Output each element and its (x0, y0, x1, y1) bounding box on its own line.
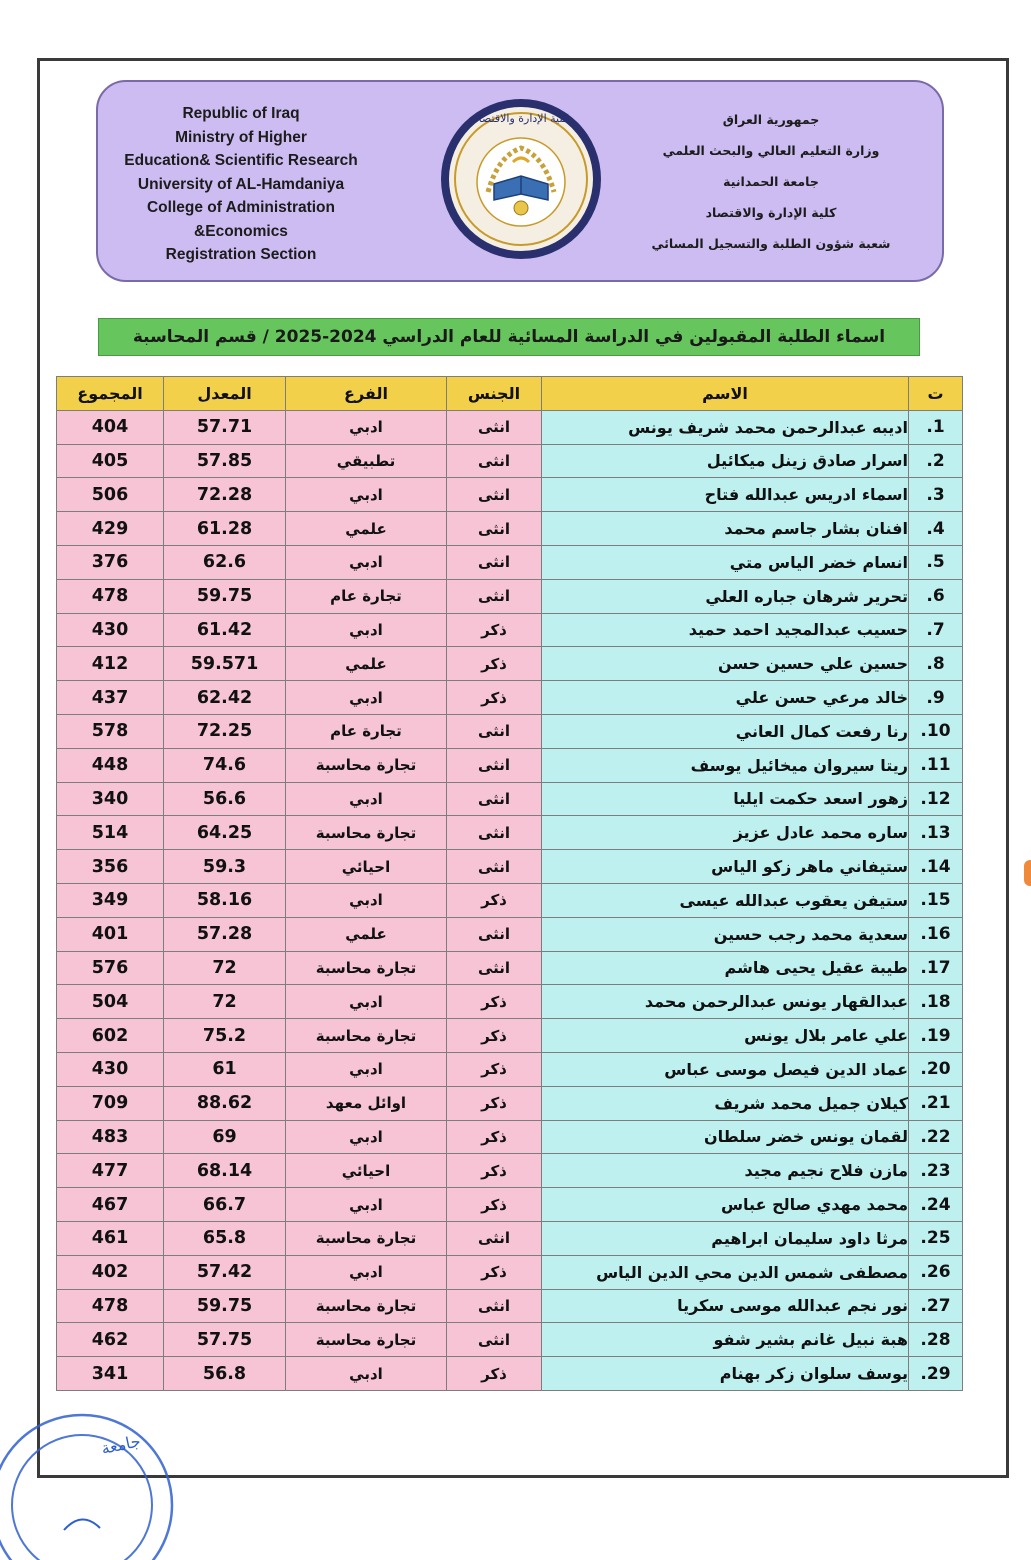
student-average: 59.75 (164, 579, 286, 613)
student-name: مازن فلاح نجيم مجيد (542, 1154, 909, 1188)
student-average: 57.71 (164, 410, 286, 444)
table-row (57, 748, 963, 782)
student-average: 65.8 (164, 1221, 286, 1255)
table-body (57, 410, 963, 1390)
header-branch: الفرع (286, 377, 447, 411)
row-number: 14. (909, 850, 963, 884)
student-gender: انثى (447, 512, 542, 546)
student-gender: ذكر (447, 985, 542, 1019)
student-total: 448 (57, 748, 164, 782)
student-gender: ذكر (447, 613, 542, 647)
table-row (57, 579, 963, 613)
university-stamp-icon (0, 1410, 202, 1560)
student-gender: ذكر (447, 1255, 542, 1289)
student-total: 401 (57, 917, 164, 951)
student-total: 430 (57, 613, 164, 647)
student-name: هبة نبيل غانم بشير شفو (542, 1323, 909, 1357)
student-total: 478 (57, 1289, 164, 1323)
english-line: College of Administration (146, 199, 335, 216)
student-branch: ادبي (286, 545, 447, 579)
student-total: 477 (57, 1154, 164, 1188)
row-number: 7. (909, 613, 963, 647)
row-number: 24. (909, 1188, 963, 1222)
student-total: 506 (57, 478, 164, 512)
stamp-text: جامعة (99, 1431, 143, 1459)
student-total: 504 (57, 985, 164, 1019)
row-number: 1. (909, 410, 963, 444)
student-total: 429 (57, 512, 164, 546)
student-total: 412 (57, 647, 164, 681)
student-total: 402 (57, 1255, 164, 1289)
student-name: عماد الدين فيصل موسى عباس (542, 1052, 909, 1086)
page-title: اسماء الطلبة المقبولين في الدراسة المسائية للعام الدراسي 2024-2025 / قسم المحاسبة (98, 318, 920, 356)
student-average: 59.75 (164, 1289, 286, 1323)
student-average: 58.16 (164, 883, 286, 917)
student-gender: ذكر (447, 1154, 542, 1188)
table-row (57, 444, 963, 478)
student-average: 72 (164, 985, 286, 1019)
student-gender: انثى (447, 1289, 542, 1323)
student-branch: تجارة محاسبة (286, 1289, 447, 1323)
student-branch: تجارة عام (286, 579, 447, 613)
student-average: 75.2 (164, 1019, 286, 1053)
row-number: 22. (909, 1120, 963, 1154)
student-average: 61.42 (164, 613, 286, 647)
student-total: 578 (57, 714, 164, 748)
student-average: 59.3 (164, 850, 286, 884)
student-total: 576 (57, 951, 164, 985)
student-gender: انثى (447, 714, 542, 748)
student-average: 57.85 (164, 444, 286, 478)
student-name: طيبة عقيل يحيى هاشم (542, 951, 909, 985)
student-name: سعدية محمد رجب حسين (542, 917, 909, 951)
table-row (57, 816, 963, 850)
student-branch: علمي (286, 917, 447, 951)
arabic-line: جامعة الحمدانية (723, 174, 819, 189)
table-row (57, 1323, 963, 1357)
student-branch: ادبي (286, 478, 447, 512)
english-line: Education& Scientific Research (124, 152, 358, 169)
student-name: مصطفى شمس الدين محي الدين الياس (542, 1255, 909, 1289)
student-average: 69 (164, 1120, 286, 1154)
student-name: ستيفاني ماهر زكو الياس (542, 850, 909, 884)
student-branch: ادبي (286, 410, 447, 444)
table-row (57, 1052, 963, 1086)
student-gender: انثى (447, 816, 542, 850)
table-row (57, 545, 963, 579)
row-number: 16. (909, 917, 963, 951)
student-gender: انثى (447, 579, 542, 613)
student-total: 404 (57, 410, 164, 444)
student-name: علي عامر بلال يونس (542, 1019, 909, 1053)
header-name: الاسم (542, 377, 909, 411)
student-gender: ذكر (447, 647, 542, 681)
row-number: 21. (909, 1086, 963, 1120)
student-name: تحرير شرهان جباره العلي (542, 579, 909, 613)
student-total: 356 (57, 850, 164, 884)
student-average: 61 (164, 1052, 286, 1086)
row-number: 23. (909, 1154, 963, 1188)
student-branch: ادبي (286, 681, 447, 715)
student-branch: ادبي (286, 782, 447, 816)
student-name: نور نجم عبدالله موسى سكريا (542, 1289, 909, 1323)
row-number: 2. (909, 444, 963, 478)
row-number: 5. (909, 545, 963, 579)
student-average: 72.28 (164, 478, 286, 512)
english-line: Registration Section (165, 246, 317, 263)
row-number: 10. (909, 714, 963, 748)
student-gender: ذكر (447, 1357, 542, 1391)
row-number: 15. (909, 883, 963, 917)
english-line: Republic of Iraq (182, 105, 300, 122)
table-row (57, 985, 963, 1019)
row-number: 18. (909, 985, 963, 1019)
student-branch: تجارة محاسبة (286, 748, 447, 782)
student-branch: ادبي (286, 1255, 447, 1289)
student-average: 66.7 (164, 1188, 286, 1222)
student-branch: علمي (286, 512, 447, 546)
orange-mark (1024, 860, 1031, 886)
student-gender: ذكر (447, 1120, 542, 1154)
student-gender: ذكر (447, 1019, 542, 1053)
student-gender: انثى (447, 917, 542, 951)
table-row (57, 714, 963, 748)
english-line: University of AL-Hamdaniya (137, 175, 345, 193)
student-total: 437 (57, 681, 164, 715)
student-gender: انثى (447, 850, 542, 884)
student-average: 64.25 (164, 816, 286, 850)
student-average: 61.28 (164, 512, 286, 546)
table-row (57, 782, 963, 816)
table-row (57, 478, 963, 512)
table-row (57, 1154, 963, 1188)
letterhead-arabic (606, 104, 936, 259)
table-row (57, 1120, 963, 1154)
student-name: يوسف سلوان زكر بهنام (542, 1357, 909, 1391)
row-number: 26. (909, 1255, 963, 1289)
table-row (57, 681, 963, 715)
student-name: لقمان يونس خضر سلطان (542, 1120, 909, 1154)
student-average: 57.28 (164, 917, 286, 951)
student-name: اديبه عبدالرحمن محمد شريف يونس (542, 410, 909, 444)
table-header-row (57, 377, 963, 411)
student-average: 56.6 (164, 782, 286, 816)
student-gender: انثى (447, 1221, 542, 1255)
student-name: زهور اسعد حكمت ايليا (542, 782, 909, 816)
student-name: رنا رفعت كمال العاني (542, 714, 909, 748)
header-total: المجموع (57, 377, 164, 411)
student-name: ريتا سيروان ميخائيل يوسف (542, 748, 909, 782)
row-number: 11. (909, 748, 963, 782)
student-branch: تطبيقي (286, 444, 447, 478)
table-row (57, 1188, 963, 1222)
student-name: اسرار صادق زينل ميكائيل (542, 444, 909, 478)
student-average: 59.571 (164, 647, 286, 681)
english-line: Ministry of Higher (175, 128, 307, 146)
student-total: 602 (57, 1019, 164, 1053)
row-number: 9. (909, 681, 963, 715)
row-number: 28. (909, 1323, 963, 1357)
student-branch: تجارة محاسبة (286, 816, 447, 850)
student-name: كيلان جميل محمد شريف (542, 1086, 909, 1120)
student-name: انسام خضر الياس متي (542, 545, 909, 579)
student-total: 430 (57, 1052, 164, 1086)
student-average: 88.62 (164, 1086, 286, 1120)
student-average: 74.6 (164, 748, 286, 782)
table-row (57, 410, 963, 444)
student-average: 62.42 (164, 681, 286, 715)
table-row (57, 1086, 963, 1120)
letterhead-english (106, 102, 376, 267)
table-row (57, 951, 963, 985)
table-row (57, 1019, 963, 1053)
table-row (57, 1289, 963, 1323)
student-total: 709 (57, 1086, 164, 1120)
table-row (57, 1221, 963, 1255)
student-name: ساره محمد عادل عزيز (542, 816, 909, 850)
student-gender: انثى (447, 782, 542, 816)
arabic-line: كلية الإدارة والاقتصاد (705, 205, 837, 220)
header-num: ت (909, 377, 963, 411)
row-number: 4. (909, 512, 963, 546)
student-total: 462 (57, 1323, 164, 1357)
letterhead (96, 80, 944, 282)
student-branch: ادبي (286, 1052, 447, 1086)
english-line: &Economics (194, 222, 288, 240)
student-gender: انثى (447, 478, 542, 512)
table-row (57, 613, 963, 647)
student-gender: ذكر (447, 1052, 542, 1086)
student-name: مرثا داود سليمان ابراهيم (542, 1221, 909, 1255)
table-row (57, 512, 963, 546)
student-average: 68.14 (164, 1154, 286, 1188)
student-branch: تجارة عام (286, 714, 447, 748)
student-total: 341 (57, 1357, 164, 1391)
row-number: 17. (909, 951, 963, 985)
student-total: 461 (57, 1221, 164, 1255)
student-gender: انثى (447, 410, 542, 444)
row-number: 29. (909, 1357, 963, 1391)
student-branch: ادبي (286, 1120, 447, 1154)
table-row (57, 917, 963, 951)
student-name: اسماء ادريس عبدالله فتاح (542, 478, 909, 512)
row-number: 25. (909, 1221, 963, 1255)
student-branch: احيائي (286, 1154, 447, 1188)
row-number: 20. (909, 1052, 963, 1086)
row-number: 19. (909, 1019, 963, 1053)
student-branch: ادبي (286, 1188, 447, 1222)
college-logo-icon (438, 96, 604, 262)
arabic-line: وزارة التعليم العالي والبحث العلمي (662, 143, 880, 158)
student-branch: تجارة محاسبة (286, 1323, 447, 1357)
student-gender: ذكر (447, 681, 542, 715)
table-row (57, 1357, 963, 1391)
student-total: 514 (57, 816, 164, 850)
student-average: 62.6 (164, 545, 286, 579)
student-name: افنان بشار جاسم محمد (542, 512, 909, 546)
row-number: 8. (909, 647, 963, 681)
student-branch: احيائي (286, 850, 447, 884)
student-gender: انثى (447, 951, 542, 985)
student-branch: تجارة محاسبة (286, 1221, 447, 1255)
student-total: 467 (57, 1188, 164, 1222)
student-average: 72.25 (164, 714, 286, 748)
student-gender: انثى (447, 444, 542, 478)
table-row (57, 850, 963, 884)
student-branch: ادبي (286, 985, 447, 1019)
student-name: محمد مهدي صالح عباس (542, 1188, 909, 1222)
header-average: المعدل (164, 377, 286, 411)
student-total: 478 (57, 579, 164, 613)
student-branch: تجارة محاسبة (286, 1019, 447, 1053)
table-row (57, 883, 963, 917)
student-branch: علمي (286, 647, 447, 681)
student-total: 349 (57, 883, 164, 917)
student-average: 57.75 (164, 1323, 286, 1357)
student-average: 57.42 (164, 1255, 286, 1289)
student-branch: ادبي (286, 613, 447, 647)
student-branch: ادبي (286, 1357, 447, 1391)
student-name: حسين علي حسين حسن (542, 647, 909, 681)
students-table (56, 376, 963, 1391)
student-gender: انثى (447, 1323, 542, 1357)
student-gender: ذكر (447, 1188, 542, 1222)
row-number: 27. (909, 1289, 963, 1323)
student-gender: ذكر (447, 883, 542, 917)
student-name: عبدالقهار يونس عبدالرحمن محمد (542, 985, 909, 1019)
student-branch: ادبي (286, 883, 447, 917)
student-total: 483 (57, 1120, 164, 1154)
row-number: 13. (909, 816, 963, 850)
student-name: خالد مرعي حسن علي (542, 681, 909, 715)
student-name: ستيفن يعقوب عبدالله عيسى (542, 883, 909, 917)
student-branch: اوائل معهد (286, 1086, 447, 1120)
table-row (57, 647, 963, 681)
arabic-line: جمهورية العراق (722, 112, 820, 127)
student-total: 376 (57, 545, 164, 579)
logo-caption: كلية الإدارة والاقتصاد (473, 112, 569, 125)
student-average: 72 (164, 951, 286, 985)
header-gender: الجنس (447, 377, 542, 411)
student-gender: انثى (447, 545, 542, 579)
student-total: 340 (57, 782, 164, 816)
row-number: 6. (909, 579, 963, 613)
row-number: 12. (909, 782, 963, 816)
student-average: 56.8 (164, 1357, 286, 1391)
student-name: حسيب عبدالمجيد احمد حميد (542, 613, 909, 647)
row-number: 3. (909, 478, 963, 512)
student-gender: ذكر (447, 1086, 542, 1120)
student-gender: انثى (447, 748, 542, 782)
student-branch: تجارة محاسبة (286, 951, 447, 985)
table-row (57, 1255, 963, 1289)
student-total: 405 (57, 444, 164, 478)
arabic-line: شعبة شؤون الطلبة والتسجيل المسائي (651, 236, 891, 251)
